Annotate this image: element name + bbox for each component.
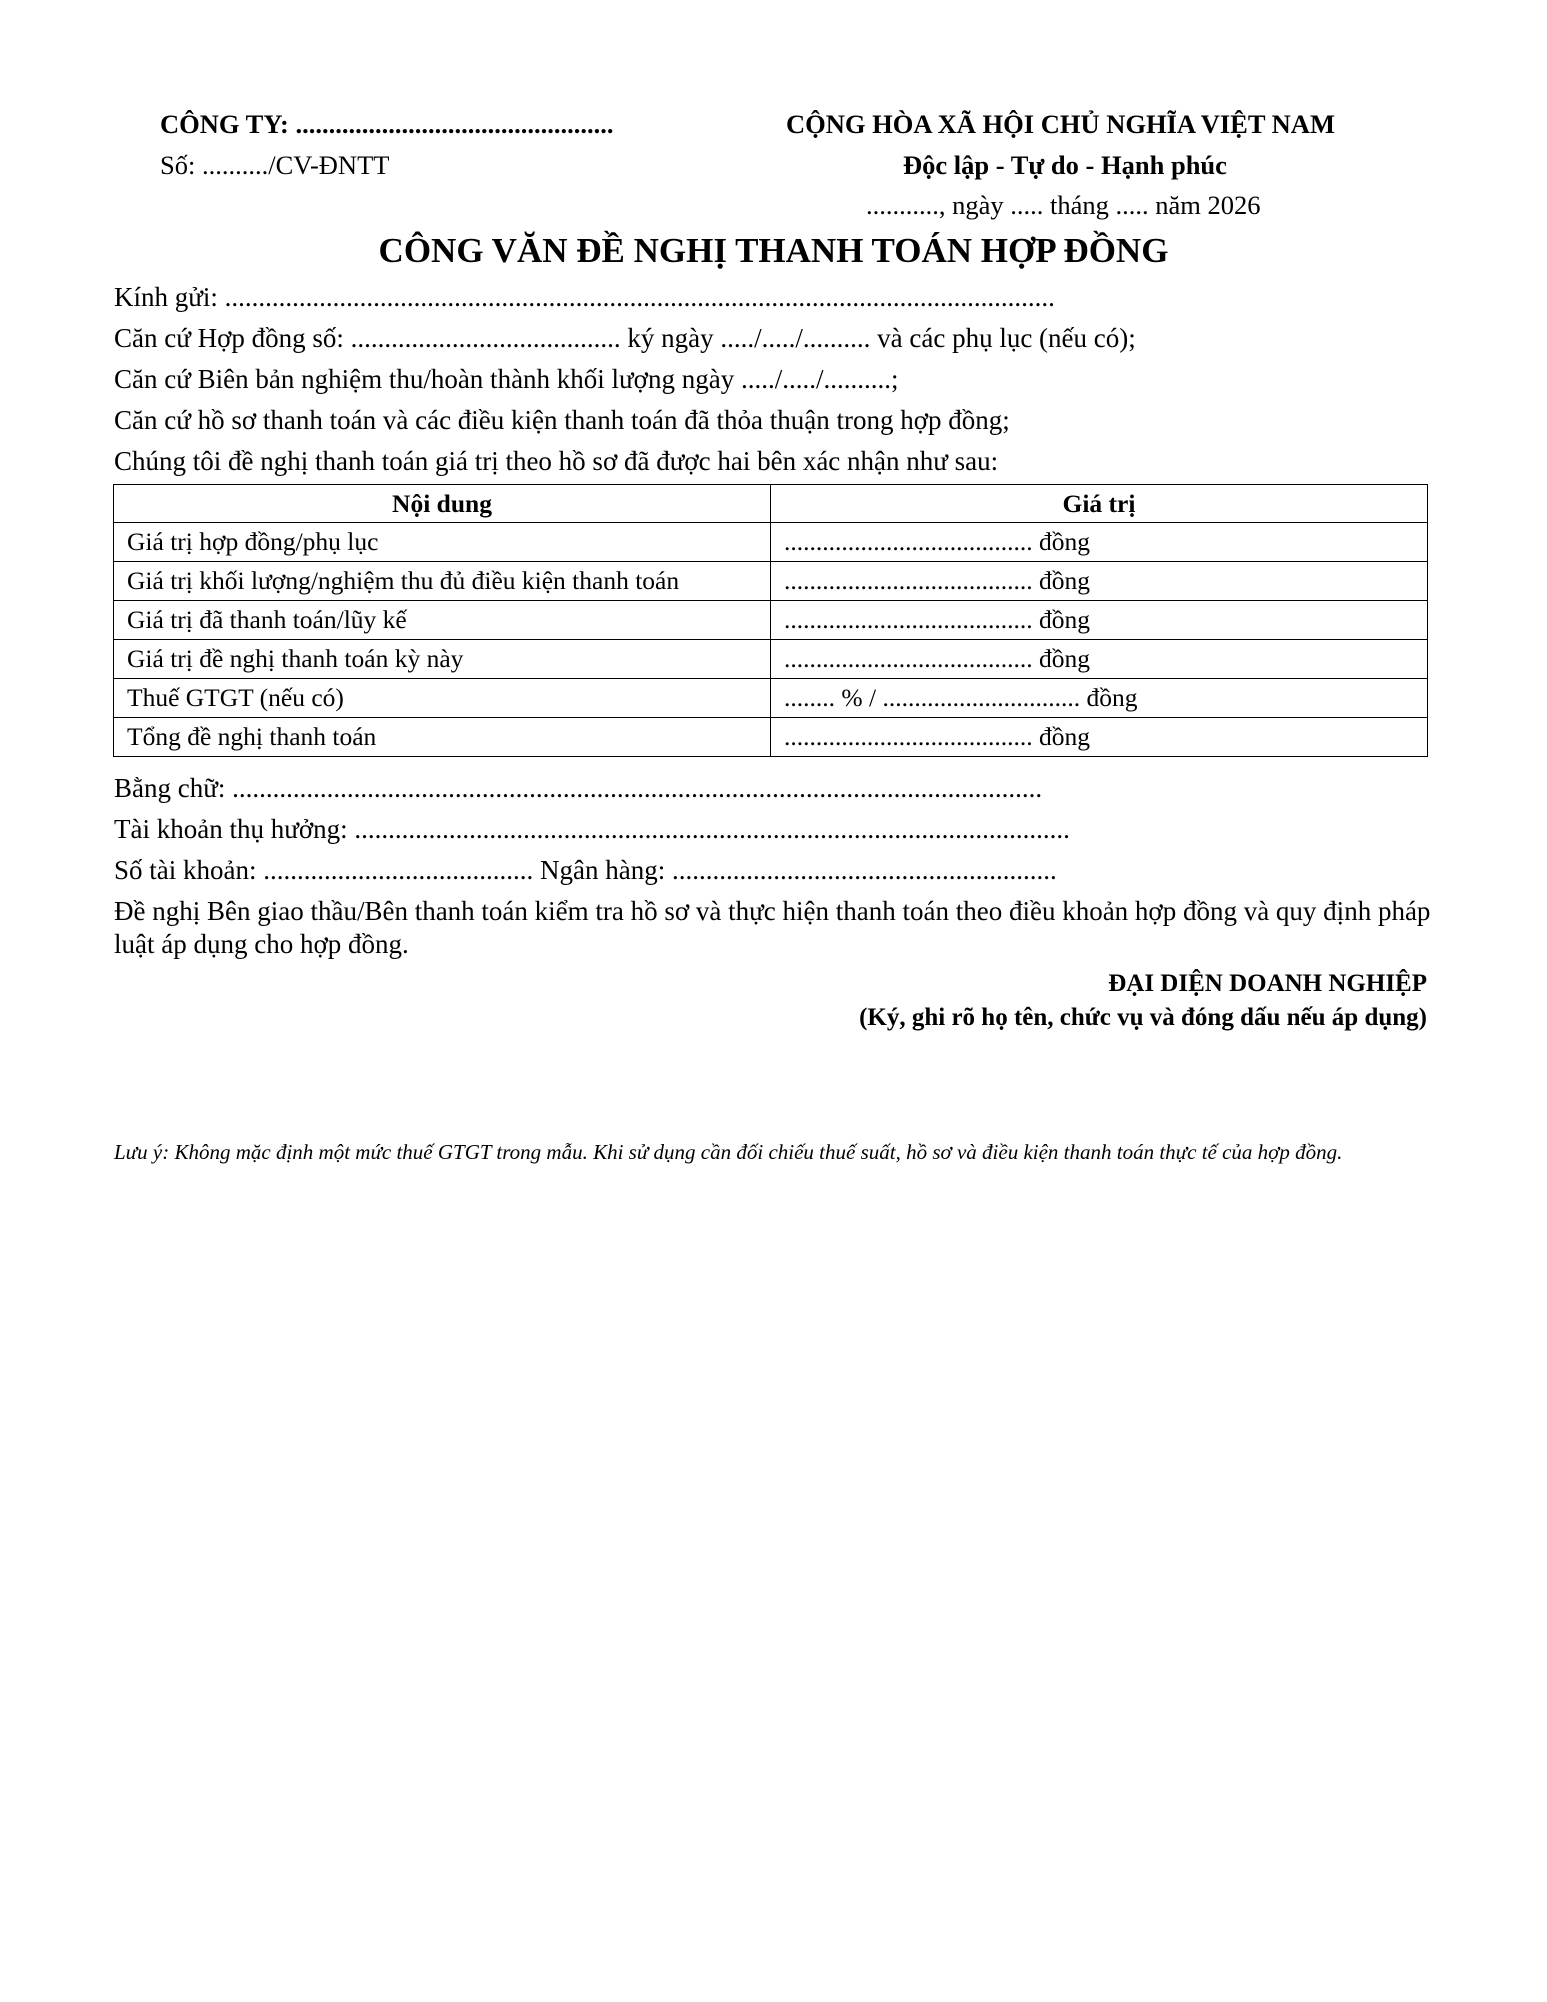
account-number-bank-line: Số tài khoản: ........................................ Ngân hàng: ......................................................... bbox=[114, 855, 1057, 885]
column-header-content: Nội dung bbox=[114, 485, 771, 523]
column-header-value: Giá trị bbox=[771, 485, 1428, 523]
signature-note: (Ký, ghi rõ họ tên, chức vụ và đóng dấu nếu áp dụng) bbox=[859, 1004, 1427, 1031]
document-number: Số: ........../CV-ĐNTT bbox=[160, 150, 390, 180]
row-content-cell: Giá trị đề nghị thanh toán kỳ này bbox=[114, 640, 771, 679]
date-line: ..........., ngày ..... tháng ..... năm 2026 bbox=[866, 190, 1261, 220]
table-row bbox=[114, 718, 1428, 757]
payment-table bbox=[113, 484, 1428, 757]
row-value-cell: ....................................... đồng bbox=[771, 562, 1428, 601]
contract-basis-line: Căn cứ Hợp đồng số: ........................................ ký ngày ...../...../.......... và các phụ lục (nếu có); bbox=[114, 323, 1136, 353]
row-content-cell: Giá trị hợp đồng/phụ lục bbox=[114, 523, 771, 562]
acceptance-basis-line: Căn cứ Biên bản nghiệm thu/hoàn thành khối lượng ngày ...../...../..........; bbox=[114, 364, 899, 394]
row-value-cell: ....................................... đồng bbox=[771, 523, 1428, 562]
row-value-cell: ....................................... đồng bbox=[771, 640, 1428, 679]
table-row bbox=[114, 640, 1428, 679]
amount-in-words-line: Bằng chữ: ........................................................................................................................ bbox=[114, 773, 1043, 803]
row-value-cell: ....................................... đồng bbox=[771, 601, 1428, 640]
table-row bbox=[114, 601, 1428, 640]
table-row bbox=[114, 679, 1428, 718]
table-row bbox=[114, 562, 1428, 601]
row-content-cell: Thuế GTGT (nếu có) bbox=[114, 679, 771, 718]
request-paragraph: Đề nghị Bên giao thầu/Bên thanh toán kiểm tra hồ sơ và thực hiện thanh toán theo điều khoản hợp đồng và quy định pháp luật áp dụng cho hợp đồng. bbox=[114, 896, 1431, 959]
table-row bbox=[114, 523, 1428, 562]
company-name-line: CÔNG TY: ................................................ bbox=[160, 109, 614, 139]
row-content-cell: Giá trị khối lượng/nghiệm thu đủ điều kiện thanh toán bbox=[114, 562, 771, 601]
document-title: CÔNG VĂN ĐỀ NGHỊ THANH TOÁN HỢP ĐỒNG bbox=[378, 231, 1169, 270]
row-value-cell: ....................................... đồng bbox=[771, 718, 1428, 757]
national-motto: Độc lập - Tự do - Hạnh phúc bbox=[903, 150, 1227, 180]
row-value-cell: ........ % / ............................... đồng bbox=[771, 679, 1428, 718]
footnote: Lưu ý: Không mặc định một mức thuế GTGT trong mẫu. Khi sử dụng cần đối chiếu thuế suất, hồ sơ và điều kiện thanh toán thực tế của hợp đồng. bbox=[114, 1140, 1343, 1164]
request-intro-line: Chúng tôi đề nghị thanh toán giá trị theo hồ sơ đã được hai bên xác nhận như sau: bbox=[114, 446, 999, 476]
row-content-cell: Tổng đề nghị thanh toán bbox=[114, 718, 771, 757]
row-content-cell: Giá trị đã thanh toán/lũy kế bbox=[114, 601, 771, 640]
beneficiary-account-line: Tài khoản thụ hưởng: .......................................................................................................... bbox=[114, 814, 1070, 844]
signature-title: ĐẠI DIỆN DOANH NGHIỆP bbox=[1108, 970, 1427, 997]
nation-title: CỘNG HÒA XÃ HỘI CHỦ NGHĨA VIỆT NAM bbox=[786, 109, 1335, 139]
table-header-row bbox=[114, 485, 1428, 523]
recipient-line: Kính gửi: ........................................................................................................................... bbox=[114, 282, 1055, 312]
dossier-basis-line: Căn cứ hồ sơ thanh toán và các điều kiện thanh toán đã thỏa thuận trong hợp đồng; bbox=[114, 405, 1010, 435]
